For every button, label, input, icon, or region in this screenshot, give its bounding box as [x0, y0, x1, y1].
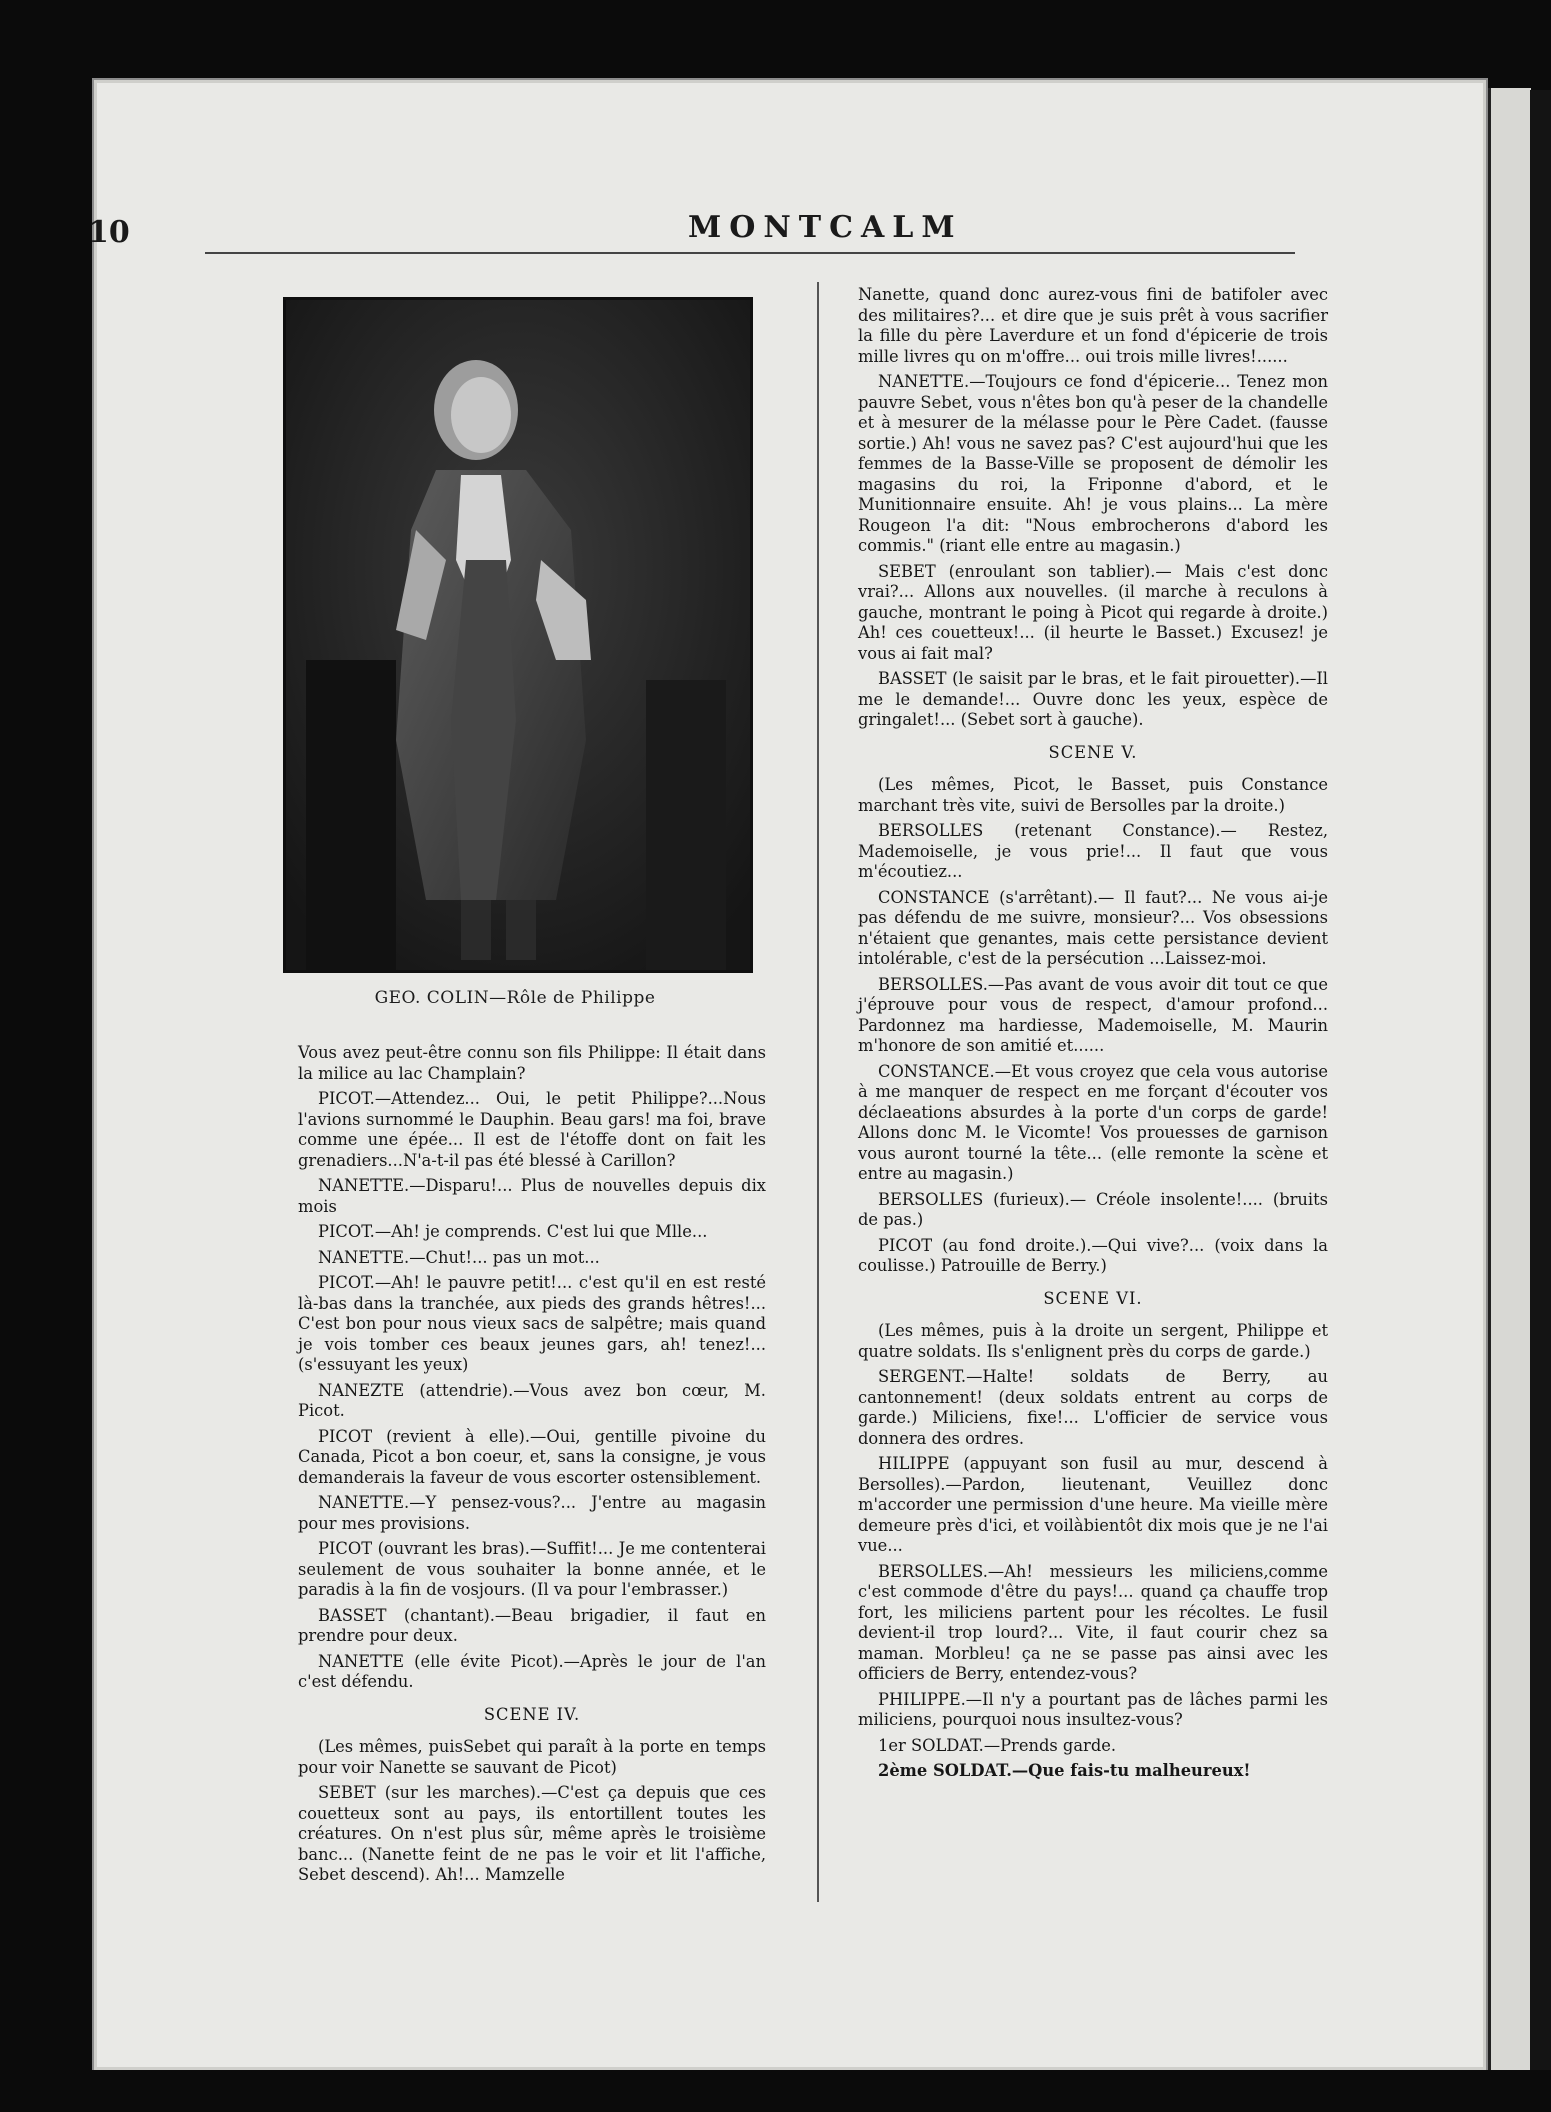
- dialogue-paragraph: PICOT.—Ah! le pauvre petit!... c'est qu'il en est resté là-bas dans la tranchée, aux pieds des grands hêtres!... C'est bon pour nous vieux sacs de salpêtre; mais quand je vois tomber ces beaux jeunes gars, ah! tenez!... (s'essuyant les yeux): [298, 1273, 766, 1374]
- dialogue-paragraph: NANEZTE (attendrie).—Vous avez bon cœur, M. Picot.: [298, 1380, 766, 1420]
- dialogue-paragraph: (Les mêmes, Picot, le Basset, puis Constance marchant très vite, suivi de Bersolles par la droite.): [858, 775, 1328, 815]
- dialogue-paragraph: Vous avez peut-être connu son fils Philippe: Il était dans la milice au lac Champlain?: [298, 1043, 766, 1083]
- dialogue-paragraph: CONSTANCE (s'arrêtant).— Il faut?... Ne vous ai-je pas défendu de me suivre, monsieur?... Vos obsessions n'étaient que genantes, mais cette persistance devient intolérable, c'est de la persécution ...Laissez-moi.: [858, 887, 1328, 968]
- left-text-column: [298, 1043, 766, 1891]
- dialogue-paragraph: PICOT.—Attendez... Oui, le petit Philippe?...Nous l'avions surnommé le Dauphin. Beau gars! ma foi, brave comme une épée... Il est de l'étoffe dont on fait les grenadiers...N'a-t-il pas été blessé à Carillon?: [298, 1089, 766, 1170]
- dialogue-paragraph: BERSOLLES.—Pas avant de vous avoir dit tout ce que j'éprouve pour vous de respect, d'amour profond... Pardonnez ma hardiesse, Mademoiselle, M. Maurin m'honore de son amitié et......: [858, 974, 1328, 1055]
- page-number: 10: [88, 215, 130, 250]
- dialogue-paragraph: NANETTE.—Toujours ce fond d'épicerie... Tenez mon pauvre Sebet, vous n'êtes bon qu'à peser de la chandelle et à mesurer de la mélasse pour le Père Cadet. (fausse sortie.) Ah! vous ne savez pas? C'est aujourd'hui que les femmes de la Basse-Ville se proposent de démolir les magasins du roi, la Friponne d'abord, et le Munitionnaire ensuite. Ah! je vous plains... La mère Rougeon l'a dit: "Nous embrocherons d'abord les commis." (riant elle entre au magasin.): [858, 372, 1328, 555]
- scan-border: [1530, 90, 1551, 2080]
- scan-bottom-border: [0, 2070, 1551, 2112]
- dialogue-paragraph: (Les mêmes, puisSebet qui paraît à la porte en temps pour voir Nanette se sauvant de Picot): [298, 1737, 766, 1777]
- dialogue-paragraph: CONSTANCE.—Et vous croyez que cela vous autorise à me manquer de respect en me forçant d'écouter vos déclaeations absurdes à la porte d'un corps de garde! Allons donc M. le Vicomte! Vos prouesses de garnison vous auront tourné la tête... (elle remonte la scène et entre au magasin.): [858, 1061, 1328, 1183]
- dialogue-paragraph: SEBET (enroulant son tablier).— Mais c'est donc vrai?... Allons aux nouvelles. (il marche à reculons à gauche, montrant le poing à Picot qui regarde à droite.) Ah! ces couetteux!... (il heurte le Basset.) Excusez! je vous ai fait mal?: [858, 561, 1328, 663]
- header-rule: [205, 252, 1295, 254]
- portrait-photo: [283, 297, 753, 973]
- dialogue-paragraph: PHILIPPE.—Il n'y a pourtant pas de lâches parmi les miliciens, pourquoi nous insultez-vous?: [858, 1689, 1328, 1729]
- dialogue-paragraph: BERSOLLES (furieux).— Créole insolente!.... (bruits de pas.): [858, 1189, 1328, 1229]
- dialogue-paragraph: PICOT (au fond droite.).—Qui vive?... (voix dans la coulisse.) Patrouille de Berry.): [858, 1235, 1328, 1275]
- dialogue-paragraph: PICOT.—Ah! je comprends. C'est lui que Mlle...: [318, 1222, 708, 1241]
- right-text-column: [858, 285, 1328, 1787]
- dialogue-paragraph: SERGENT.—Halte! soldats de Berry, au cantonnement! (deux soldats entrent au corps de garde.) Miliciens, fixe!... L'officier de service vous donnera des ordres.: [858, 1367, 1328, 1448]
- dialogue-paragraph: PICOT (ouvrant les bras).—Suffit!... Je me contenterai seulement de vous souhaiter la bonne année, et le paradis à la fin de vosjours. (Il va pour l'embrasser.): [298, 1539, 766, 1599]
- scene-heading: SCENE VI.: [1043, 1288, 1143, 1308]
- dialogue-paragraph: 2ème SOLDAT.—Que fais-tu malheureux!: [878, 1761, 1251, 1780]
- scene-heading: SCENE V.: [1048, 742, 1138, 762]
- dialogue-paragraph: SEBET (sur les marches).—C'est ça depuis que ces couetteux sont au pays, ils entortillent toutes les créatures. On n'est plus sûr, même après le troisième banc... (Nanette feint de ne pas le voir et lit l'affiche, Sebet descend). Ah!... Mamzelle: [298, 1783, 766, 1884]
- dialogue-paragraph: HILIPPE (appuyant son fusil au mur, descend à Bersolles).—Pardon, lieutenant, Veuillez donc m'accorder une permission d'une heure. Ma vieille mère demeure près d'ici, et voilàbientôt dix mois que je ne l'ai vue...: [858, 1454, 1328, 1555]
- dialogue-paragraph: NANETTE.—Y pensez-vous?... J'entre au magasin pour mes provisions.: [298, 1493, 766, 1533]
- dialogue-paragraph: NANETTE.—Chut!... pas un mot...: [318, 1247, 600, 1267]
- dialogue-paragraph: (Les mêmes, puis à la droite un sergent, Philippe et quatre soldats. Ils s'enlignent près du corps de garde.): [858, 1321, 1328, 1361]
- dialogue-paragraph: Nanette, quand donc aurez-vous fini de batifoler avec des militaires?... et dire que je suis prêt à vous sacrifier la fille du père Laverdure et un fond d'épicerie de trois mille livres qu on m'offre... oui trois mille livres!......: [858, 285, 1328, 366]
- dialogue-paragraph: PICOT (revient à elle).—Oui, gentille pivoine du Canada, Picot a bon coeur, et, sans la consigne, je vous demanderais la faveur de vous escorter ostensiblement.: [298, 1426, 766, 1487]
- portrait-figure-image: [286, 300, 750, 970]
- dialogue-paragraph: BERSOLLES (retenant Constance).— Restez, Mademoiselle, je vous prie!... Il faut que vous m'écoutiez...: [858, 821, 1328, 881]
- scene-heading: SCENE IV.: [483, 1704, 581, 1724]
- dialogue-paragraph: NANETTE (elle évite Picot).—Après le jour de l'an c'est défendu.: [298, 1651, 766, 1691]
- dialogue-paragraph: BASSET (chantant).—Beau brigadier, il faut en prendre pour deux.: [298, 1605, 766, 1645]
- dialogue-paragraph: NANETTE.—Disparu!... Plus de nouvelles depuis dix mois: [298, 1176, 766, 1216]
- photo-caption: GEO. COLIN—Rôle de Philippe: [374, 988, 656, 1008]
- dialogue-paragraph: BASSET (le saisit par le bras, et le fait pirouetter).—Il me le demande!... Ouvre donc les yeux, espèce de gringalet!... (Sebet sort à gauche).: [858, 669, 1328, 729]
- running-title: MONTCALM: [688, 210, 963, 245]
- dialogue-paragraph: BERSOLLES.—Ah! messieurs les miliciens,comme c'est commode d'être du pays!... quand ça chauffe trop fort, les miliciens partent pour les récoltes. Le fusil devient-il trop lourd?... Vite, il faut courir chez sa maman. Morbleu! ça ne se passe pas ainsi avec les officiers de Berry, entendez-vous?: [858, 1561, 1328, 1683]
- column-divider: [817, 282, 819, 1902]
- adjacent-page-edge: [1488, 88, 1531, 2073]
- dialogue-paragraph: 1er SOLDAT.—Prends garde.: [878, 1735, 1117, 1755]
